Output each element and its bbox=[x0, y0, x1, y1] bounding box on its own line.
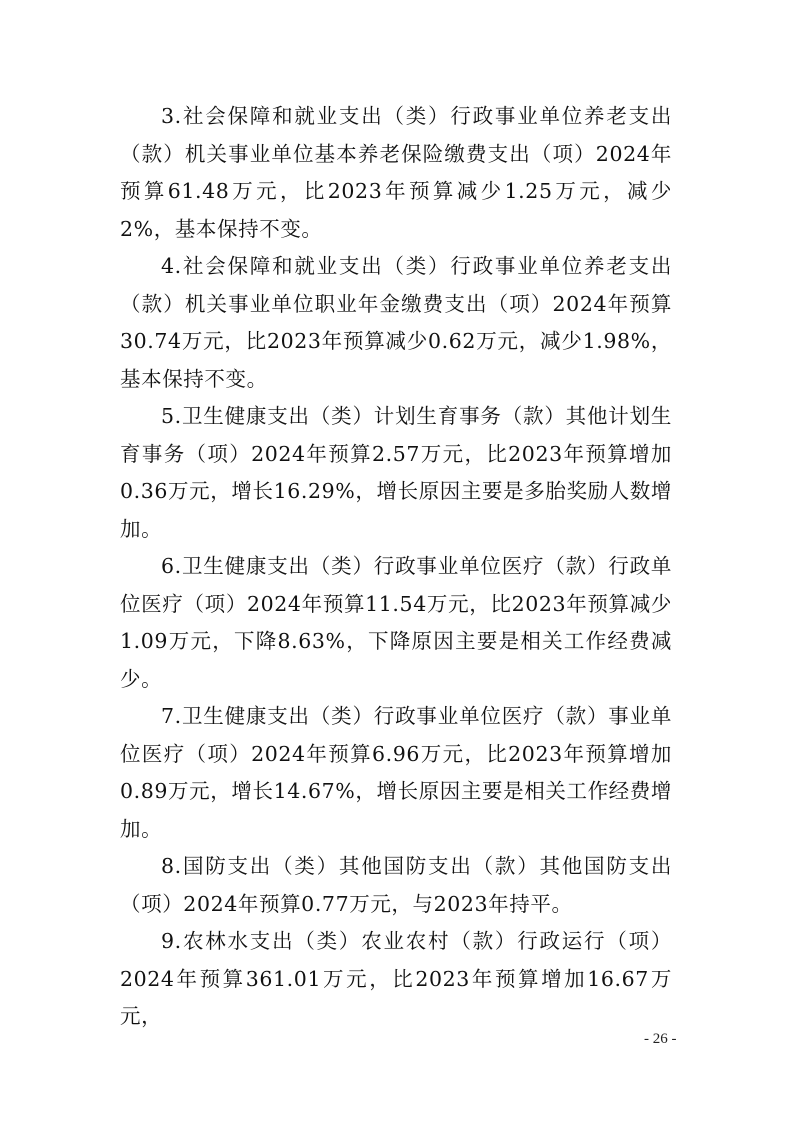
paragraph-item-4: 4.社会保障和就业支出（类）行政事业单位养老支出（款）机关事业单位职业年金缴费支出（项）2024年预算30.74万元，比2023年预算减少0.62万元，减少1.98%，基本保持不变。 bbox=[120, 254, 672, 391]
paragraph-item-6: 6.卫生健康支出（类）行政事业单位医疗（款）行政单位医疗（项）2024年预算11.54万元，比2023年预算减少1.09万元，下降8.63%，下降原因主要是相关工作经费减少。 bbox=[120, 554, 672, 691]
paragraph-item-5: 5.卫生健康支出（类）计划生育事务（款）其他计划生育事务（项）2024年预算2.57万元，比2023年预算增加0.36万元，增长16.29%，增长原因主要是多胎奖励人数增加。 bbox=[120, 404, 672, 541]
paragraph-item-7: 7.卫生健康支出（类）行政事业单位医疗（款）事业单位医疗（项）2024年预算6.96万元，比2023年预算增加0.89万元，增长14.67%，增长原因主要是相关工作经费增加。 bbox=[120, 704, 672, 841]
paragraph-item-3: 3.社会保障和就业支出（类）行政事业单位养老支出（款）机关事业单位基本养老保险缴费支出（项）2024年预算61.48万元，比2023年预算减少1.25万元，减少2%，基本保持不变。 bbox=[120, 104, 672, 241]
body-text bbox=[120, 98, 672, 1036]
paragraph-item-9: 9.农林水支出（类）农业农村（款）行政运行（项）2024年预算361.01万元，比2023年预算增加16.67万元， bbox=[120, 929, 672, 1028]
page-number: - 26 - bbox=[644, 1031, 677, 1047]
paragraph-item-8: 8.国防支出（类）其他国防支出（款）其他国防支出（项）2024年预算0.77万元，与2023年持平。 bbox=[120, 854, 672, 916]
